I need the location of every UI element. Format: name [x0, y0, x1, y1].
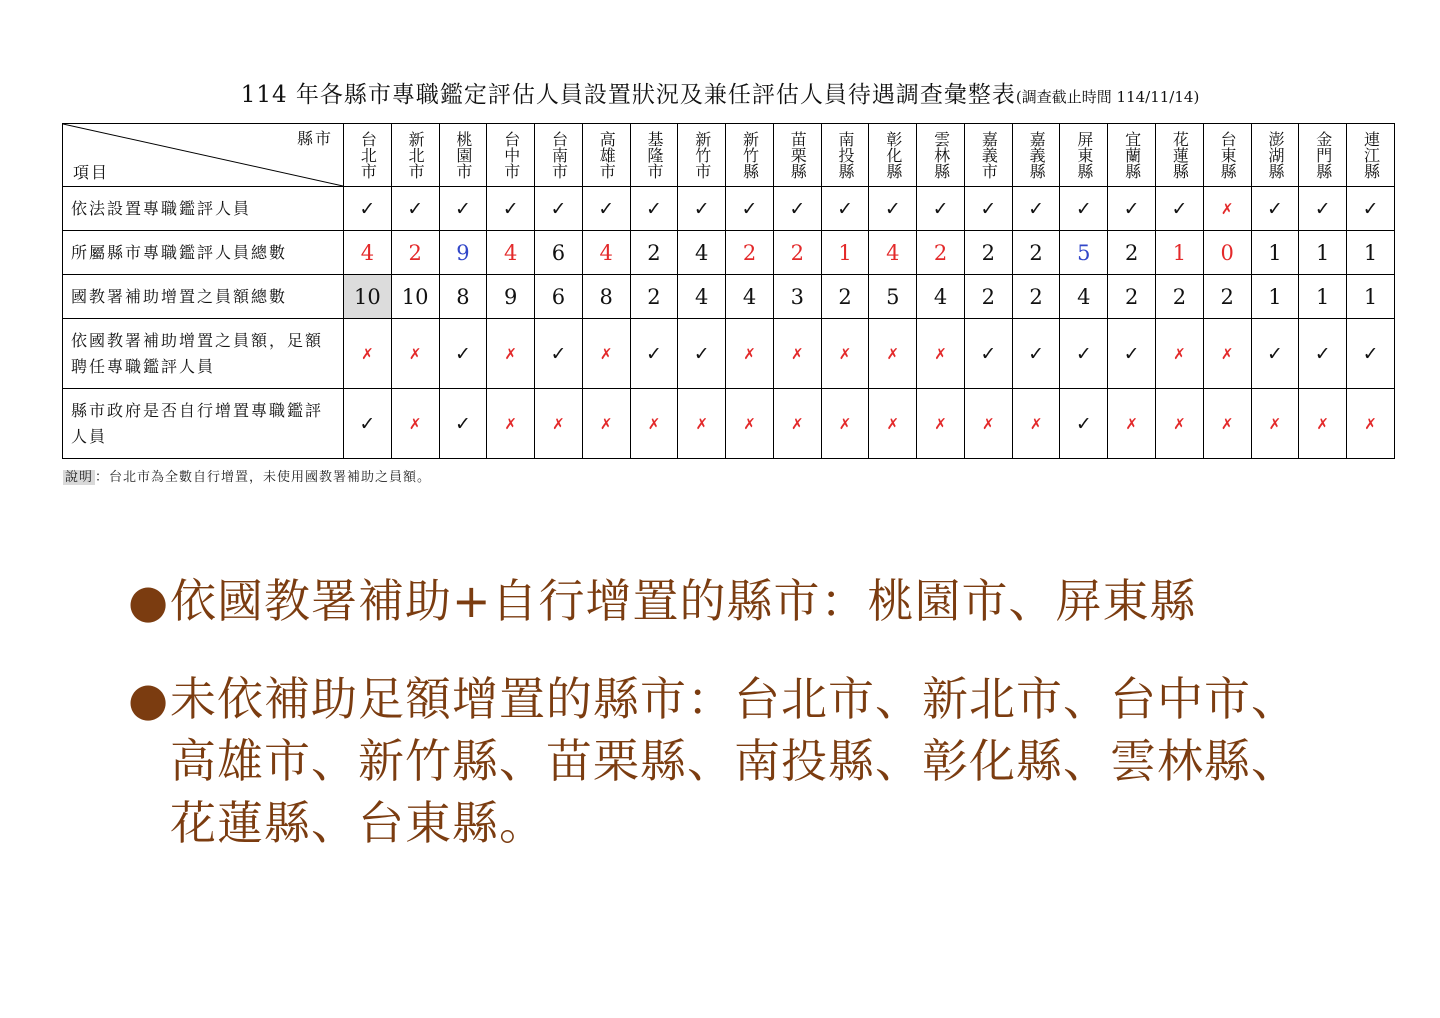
check-icon: ✓	[821, 187, 869, 231]
city-header: 基隆市	[630, 124, 678, 187]
check-icon: ✓	[1012, 319, 1060, 389]
row-label: 國教署補助增置之員額總數	[63, 275, 344, 319]
count-cell: 9	[487, 275, 535, 319]
check-icon: ✓	[964, 187, 1012, 231]
corner-label-city: 縣市	[296, 129, 333, 148]
count-cell: 10	[344, 275, 392, 319]
count-cell: 1	[1347, 231, 1395, 275]
cross-icon: ✗	[726, 319, 774, 389]
check-icon: ✓	[678, 187, 726, 231]
city-header: 彰化縣	[869, 124, 917, 187]
city-header: 花蓮縣	[1156, 124, 1204, 187]
cross-icon: ✗	[391, 389, 439, 459]
cross-icon: ✗	[582, 319, 630, 389]
count-cell: 2	[821, 275, 869, 319]
cross-icon: ✗	[630, 389, 678, 459]
count-cell: 4	[869, 231, 917, 275]
check-icon: ✓	[1299, 187, 1347, 231]
count-cell: 2	[630, 231, 678, 275]
cross-icon: ✗	[487, 389, 535, 459]
cross-icon: ✗	[821, 319, 869, 389]
check-icon: ✓	[439, 187, 487, 231]
count-cell: 0	[1203, 231, 1251, 275]
count-cell: 10	[391, 275, 439, 319]
count-cell: 2	[726, 231, 774, 275]
count-cell: 1	[1299, 275, 1347, 319]
cross-icon: ✗	[582, 389, 630, 459]
count-cell: 4	[582, 231, 630, 275]
table-note	[63, 466, 431, 485]
cross-icon: ✗	[1156, 389, 1204, 459]
check-icon: ✓	[1347, 187, 1395, 231]
check-icon: ✓	[1108, 319, 1156, 389]
table-row	[63, 275, 1395, 319]
check-icon: ✓	[439, 319, 487, 389]
check-icon: ✓	[1060, 319, 1108, 389]
city-header: 嘉義市	[964, 124, 1012, 187]
cross-icon: ✗	[726, 389, 774, 459]
count-cell: 2	[630, 275, 678, 319]
check-icon: ✓	[1347, 319, 1395, 389]
check-icon: ✓	[487, 187, 535, 231]
cross-icon: ✗	[821, 389, 869, 459]
count-cell: 4	[487, 231, 535, 275]
count-cell: 5	[1060, 231, 1108, 275]
check-icon: ✓	[1251, 319, 1299, 389]
check-icon: ✓	[582, 187, 630, 231]
check-icon: ✓	[1156, 187, 1204, 231]
table-row	[63, 389, 1395, 459]
note-label: 說明	[65, 470, 94, 485]
count-cell: 2	[1108, 231, 1156, 275]
count-cell: 5	[869, 275, 917, 319]
count-cell: 1	[1156, 231, 1204, 275]
bullet-text: 依國教署補助+自行增置的縣市：桃園市、屏東縣	[170, 574, 1197, 628]
check-icon: ✓	[1299, 319, 1347, 389]
cross-icon: ✗	[917, 389, 965, 459]
city-header: 連江縣	[1347, 124, 1395, 187]
header-row	[63, 124, 1395, 187]
title-survey-date: (調查截止時間 114/11/14)	[1015, 88, 1200, 106]
count-cell: 1	[1299, 231, 1347, 275]
cross-icon: ✗	[869, 319, 917, 389]
count-cell: 2	[773, 231, 821, 275]
count-cell: 2	[964, 275, 1012, 319]
city-header: 台南市	[535, 124, 583, 187]
cross-icon: ✗	[1203, 319, 1251, 389]
check-icon: ✓	[1060, 389, 1108, 459]
city-header: 台中市	[487, 124, 535, 187]
city-header: 南投縣	[821, 124, 869, 187]
city-header: 苗栗縣	[773, 124, 821, 187]
row-label: 所屬縣市專職鑑評人員總數	[63, 231, 344, 275]
cross-icon: ✗	[1203, 187, 1251, 231]
count-cell: 4	[1060, 275, 1108, 319]
survey-table	[62, 123, 1395, 459]
cross-icon: ✗	[1299, 389, 1347, 459]
city-header: 嘉義縣	[1012, 124, 1060, 187]
city-header: 澎湖縣	[1251, 124, 1299, 187]
check-icon: ✓	[869, 187, 917, 231]
cross-icon: ✗	[678, 389, 726, 459]
count-cell: 2	[1012, 231, 1060, 275]
cross-icon: ✗	[391, 319, 439, 389]
cross-icon: ✗	[1203, 389, 1251, 459]
count-cell: 6	[535, 275, 583, 319]
count-cell: 2	[1108, 275, 1156, 319]
city-header: 台北市	[344, 124, 392, 187]
cross-icon: ✗	[1156, 319, 1204, 389]
city-header: 新北市	[391, 124, 439, 187]
check-icon: ✓	[917, 187, 965, 231]
cross-icon: ✗	[1012, 389, 1060, 459]
cross-icon: ✗	[964, 389, 1012, 459]
count-cell: 9	[439, 231, 487, 275]
count-cell: 2	[917, 231, 965, 275]
bullet-text: 未依補助足額增置的縣市：台北市、新北市、台中市、高雄市、新竹縣、苗栗縣、南投縣、彰化縣、雲林縣、花蓮縣、台東縣。	[170, 672, 1298, 850]
cross-icon: ✗	[917, 319, 965, 389]
cross-icon: ✗	[535, 389, 583, 459]
city-header: 高雄市	[582, 124, 630, 187]
check-icon: ✓	[1108, 187, 1156, 231]
count-cell: 8	[582, 275, 630, 319]
check-icon: ✓	[535, 319, 583, 389]
count-cell: 4	[726, 275, 774, 319]
check-icon: ✓	[391, 187, 439, 231]
count-cell: 2	[964, 231, 1012, 275]
check-icon: ✓	[964, 319, 1012, 389]
count-cell: 4	[678, 275, 726, 319]
title-main: 114 年各縣市專職鑑定評估人員設置狀況及兼任評估人員待遇調查彙整表	[240, 82, 1016, 108]
count-cell: 1	[1347, 275, 1395, 319]
cross-icon: ✗	[1108, 389, 1156, 459]
check-icon: ✓	[1251, 187, 1299, 231]
check-icon: ✓	[1012, 187, 1060, 231]
count-cell: 6	[535, 231, 583, 275]
cross-icon: ✗	[773, 389, 821, 459]
count-cell: 2	[1156, 275, 1204, 319]
check-icon: ✓	[630, 187, 678, 231]
city-header: 新竹縣	[726, 124, 774, 187]
city-header: 宜蘭縣	[1108, 124, 1156, 187]
city-header: 屏東縣	[1060, 124, 1108, 187]
table-row	[63, 319, 1395, 389]
count-cell: 4	[917, 275, 965, 319]
city-header: 新竹市	[678, 124, 726, 187]
row-label: 縣市政府是否自行增置專職鑑評人員	[63, 389, 344, 459]
cross-icon: ✗	[773, 319, 821, 389]
check-icon: ✓	[678, 319, 726, 389]
count-cell: 4	[344, 231, 392, 275]
city-header: 金門縣	[1299, 124, 1347, 187]
count-cell: 1	[1251, 275, 1299, 319]
count-cell: 1	[1251, 231, 1299, 275]
bullet-item-1	[128, 570, 1328, 632]
city-header: 雲林縣	[917, 124, 965, 187]
count-cell: 8	[439, 275, 487, 319]
check-icon: ✓	[344, 389, 392, 459]
count-cell: 2	[1012, 275, 1060, 319]
check-icon: ✓	[1060, 187, 1108, 231]
bullet-dot-icon: ●	[128, 672, 170, 726]
count-cell: 2	[391, 231, 439, 275]
row-label: 依法設置專職鑑評人員	[63, 187, 344, 231]
cross-icon: ✗	[1347, 389, 1395, 459]
count-cell: 2	[1203, 275, 1251, 319]
count-cell: 4	[678, 231, 726, 275]
city-header: 台東縣	[1203, 124, 1251, 187]
cross-icon: ✗	[1251, 389, 1299, 459]
bullet-item-2	[128, 668, 1328, 854]
corner-cell	[63, 124, 344, 187]
check-icon: ✓	[344, 187, 392, 231]
check-icon: ✓	[439, 389, 487, 459]
corner-label-item: 項目	[73, 163, 110, 182]
check-icon: ✓	[535, 187, 583, 231]
note-text: ：台北市為全數自行增置，未使用國教署補助之員額。	[95, 470, 432, 485]
check-icon: ✓	[726, 187, 774, 231]
table-row	[63, 231, 1395, 275]
cross-icon: ✗	[869, 389, 917, 459]
check-icon: ✓	[630, 319, 678, 389]
row-label: 依國教署補助增置之員額，足額聘任專職鑑評人員	[63, 319, 344, 389]
count-cell: 1	[821, 231, 869, 275]
city-header: 桃園市	[439, 124, 487, 187]
check-icon: ✓	[773, 187, 821, 231]
cross-icon: ✗	[487, 319, 535, 389]
cross-icon: ✗	[344, 319, 392, 389]
table-row	[63, 187, 1395, 231]
bullet-dot-icon: ●	[128, 574, 170, 628]
count-cell: 3	[773, 275, 821, 319]
page-title	[0, 76, 1440, 109]
